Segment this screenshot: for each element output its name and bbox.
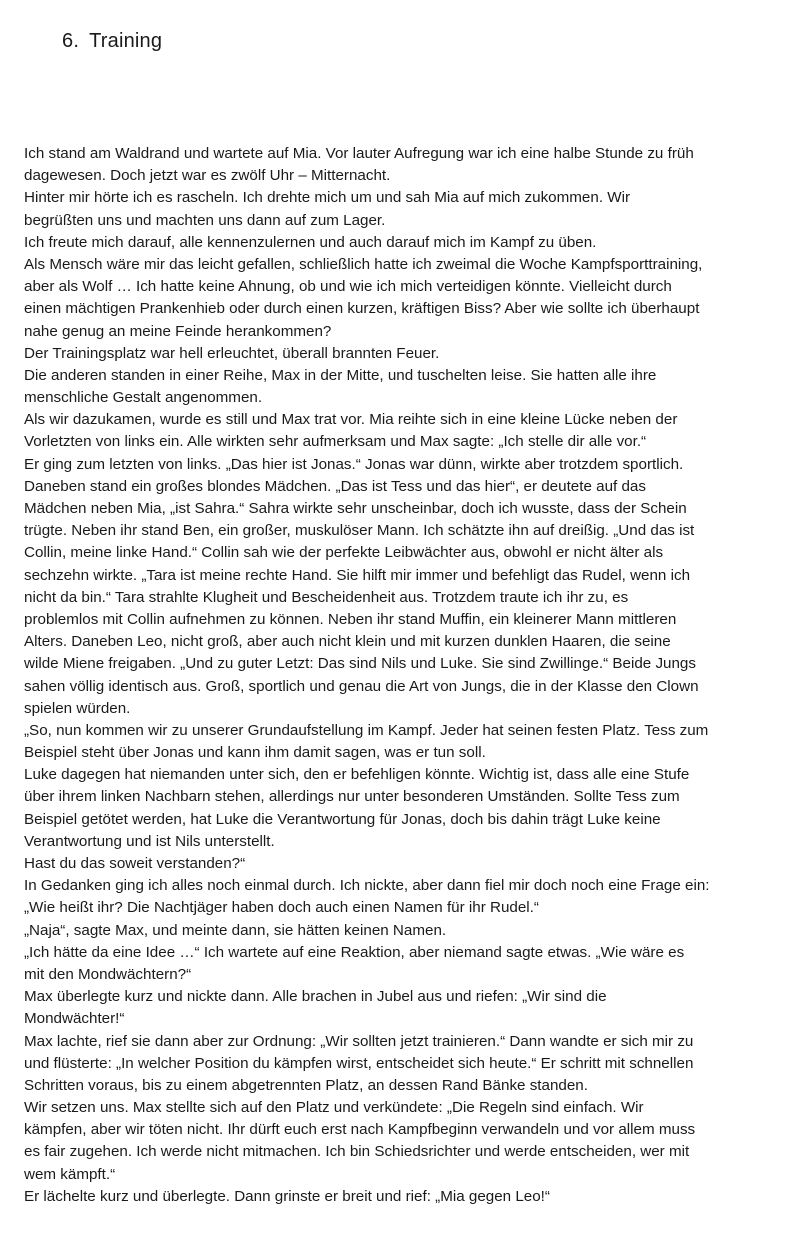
text-line: über ihrem linken Nachbarn stehen, allerdings nur unter besonderen Umständen. Sollte Tess zum xyxy=(24,788,680,806)
text-line: Hinter mir hörte ich es rascheln. Ich drehte mich um und sah Mia auf mich zukommen. Wir xyxy=(24,189,631,207)
text-line: problemlos mit Collin aufnehmen zu können. Neben ihr stand Muffin, ein kleinerer Mann mittleren xyxy=(24,610,677,628)
text-line: Beispiel steht über Jonas und kann ihm damit sagen, was er tun soll. xyxy=(24,744,486,762)
text-line: Alters. Daneben Leo, nicht groß, aber auch nicht klein und mit kurzen dunklen Haaren, die seine xyxy=(24,633,671,651)
text-line: trügte. Neben ihr stand Ben, ein großer, muskulöser Mann. Ich schätzte ihn auf dreißig. „Und das ist xyxy=(24,522,695,540)
chapter-title: Training xyxy=(89,30,163,52)
text-line: Luke dagegen hat niemanden unter sich, den er befehligen könnte. Wichtig ist, dass alle eine Stufe xyxy=(24,766,690,784)
text-line: In Gedanken ging ich alles noch einmal durch. Ich nickte, aber dann fiel mir doch noch eine Frage ein: xyxy=(24,877,710,895)
text-line: Max lachte, rief sie dann aber zur Ordnung: „Wir sollten jetzt trainieren.“ Dann wandte er sich mir zu xyxy=(24,1032,694,1050)
text-line: „Wie heißt ihr? Die Nachtjäger haben doch auch einen Namen für ihr Rudel.“ xyxy=(24,899,539,917)
text-line: Daneben stand ein großes blondes Mädchen. „Das ist Tess und das hier“, er deutete auf das xyxy=(24,477,646,495)
chapter-body xyxy=(24,143,784,1208)
text-line: aber als Wolf … Ich hatte keine Ahnung, ob und wie ich mich verteidigen könnte. Vielleicht durch xyxy=(24,278,672,296)
text-line: einen mächtigen Prankenhieb oder durch einen kurzen, kräftigen Biss? Aber wie sollte ich überhaupt xyxy=(24,300,700,318)
text-line: nicht da bin.“ Tara strahlte Klugheit und Bescheidenheit aus. Trotzdem traute ich ihr zu, es xyxy=(24,588,629,606)
text-line: begrüßten uns und machten uns dann auf zum Lager. xyxy=(24,211,386,229)
text-line: Als Mensch wäre mir das leicht gefallen, schließlich hatte ich zweimal die Woche Kampfsporttraining, xyxy=(24,255,703,273)
text-line: Er lächelte kurz und überlegte. Dann grinste er breit und rief: „Mia gegen Leo!“ xyxy=(24,1187,550,1205)
text-line: spielen würden. xyxy=(24,699,131,717)
text-line: Die anderen standen in einer Reihe, Max in der Mitte, und tuschelten leise. Sie hatten alle ihre xyxy=(24,366,657,384)
text-line: Schritten voraus, bis zu einem abgetrennten Platz, an dessen Rand Bänke standen. xyxy=(24,1076,588,1094)
text-line: Mädchen neben Mia, „ist Sahra.“ Sahra wirkte sehr unscheinbar, doch ich wusste, dass der Schein xyxy=(24,500,687,517)
text-line: Ich freute mich darauf, alle kennenzulernen und auch darauf mich im Kampf zu üben. xyxy=(24,233,597,251)
text-line: sahen völlig identisch aus. Groß, sportlich und genau die Art von Jungs, die in der Klasse den Clown xyxy=(24,677,699,695)
text-line: Mondwächter!“ xyxy=(24,1010,125,1028)
text-line: Der Trainingsplatz war hell erleuchtet, überall brannten Feuer. xyxy=(24,344,440,362)
text-line: wem kämpft.“ xyxy=(24,1165,116,1183)
text-line: Beispiel getötet werden, hat Luke die Verantwortung für Jonas, doch bis dahin trägt Luke keine xyxy=(24,810,661,828)
text-line: „So, nun kommen wir zu unserer Grundaufstellung im Kampf. Jeder hat seinen festen Platz. Tess zum xyxy=(24,721,709,739)
text-line: mit den Mondwächtern?“ xyxy=(24,965,192,983)
text-line: Max überlegte kurz und nickte dann. Alle brachen in Jubel aus und riefen: „Wir sind die xyxy=(24,988,607,1006)
text-line: nahe genug an meine Feinde herankommen? xyxy=(24,322,332,340)
text-line: Collin, meine linke Hand.“ Collin sah wie der perfekte Leibwächter aus, obwohl er nicht älter als xyxy=(24,544,664,562)
text-line: es fair zugehen. Ich werde nicht mitmachen. Ich bin Schiedsrichter und werde entscheiden, wer mit xyxy=(24,1143,690,1161)
text-line: wilde Miene freigaben. „Und zu guter Letzt: Das sind Nils und Luke. Sie sind Zwillinge.“ Beide Jungs xyxy=(24,655,696,673)
text-line: sechzehn wirkte. „Tara ist meine rechte Hand. Sie hilft mir immer und befehligt das Rudel, wenn ich xyxy=(24,566,691,584)
text-line: und flüsterte: „In welcher Position du kämpfen wirst, entscheidet sich heute.“ Er schritt mit schnellen xyxy=(24,1054,694,1072)
text-line: Ich stand am Waldrand und wartete auf Mia. Vor lauter Aufregung war ich eine halbe Stunde zu früh xyxy=(24,145,694,162)
text-line: kämpfen, aber wir töten nicht. Ihr dürft euch erst nach Kampfbeginn verwandeln und vor allem muss xyxy=(24,1121,696,1139)
text-line: Hast du das soweit verstanden?“ xyxy=(24,855,246,872)
text-line: Er ging zum letzten von links. „Das hier ist Jonas.“ Jonas war dünn, wirkte aber trotzdem sportlich. xyxy=(24,455,684,473)
text-line: „Ich hätte da eine Idee …“ Ich wartete auf eine Reaktion, aber niemand sagte etwas. „Wie wäre es xyxy=(24,943,685,961)
text-line: Verantwortung und ist Nils unterstellt. xyxy=(24,832,275,850)
chapter-heading xyxy=(62,30,162,53)
text-line: „Naja“, sagte Max, und meinte dann, sie hätten keinen Namen. xyxy=(24,921,447,939)
text-line: Als wir dazukamen, wurde es still und Max trat vor. Mia reihte sich in eine kleine Lücke neben der xyxy=(24,411,678,429)
text-line: Wir setzen uns. Max stellte sich auf den Platz und verkündete: „Die Regeln sind einfach. Wir xyxy=(24,1099,644,1117)
chapter-number: 6. xyxy=(62,30,80,52)
text-line: dagewesen. Doch jetzt war es zwölf Uhr – Mitternacht. xyxy=(24,167,391,185)
text-line: menschliche Gestalt angenommen. xyxy=(24,389,263,407)
text-line: Vorletzten von links ein. Alle wirkten sehr aufmerksam und Max sagte: „Ich stelle dir alle vor.“ xyxy=(24,433,647,451)
